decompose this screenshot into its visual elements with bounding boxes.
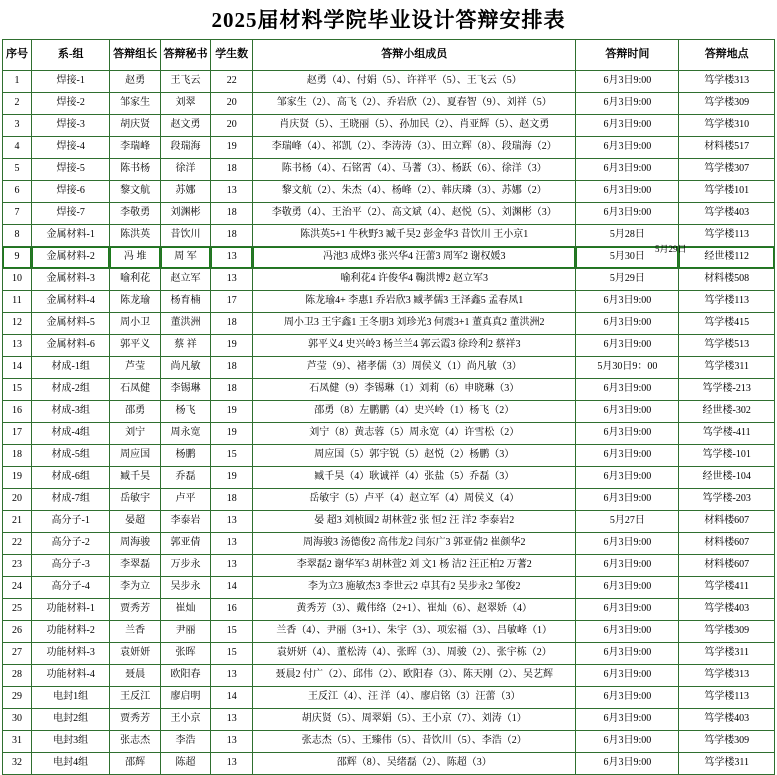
table-row[interactable] [3, 533, 775, 555]
cell-no: 20 [3, 489, 32, 511]
cell-dept: 焊接-2 [31, 93, 109, 115]
cell-leader: 贾秀芳 [110, 599, 160, 621]
cell-leader: 赵勇 [110, 71, 160, 93]
table-row[interactable] [3, 621, 775, 643]
cell-dept: 金属材料-5 [31, 313, 109, 335]
cell-time: 6月3日9:00 [576, 137, 679, 159]
cell-secretary: 杨育楠 [160, 291, 210, 313]
cell-no: 16 [3, 401, 32, 423]
cell-place: 笃学楼309 [679, 621, 775, 643]
cell-members: 岳敏宇（5）卢平（4）赵立军（4）周侯义（4） [253, 489, 576, 511]
cell-no: 6 [3, 181, 32, 203]
cell-time: 5月29日 [576, 269, 679, 291]
cell-place: 笃学楼-411 [679, 423, 775, 445]
cell-secretary: 万步永 [160, 555, 210, 577]
cell-leader: 邹家生 [110, 93, 160, 115]
cell-time: 6月3日9:00 [576, 445, 679, 467]
cell-secretary: 杨飞 [160, 401, 210, 423]
cell-dept: 金属材料-1 [31, 225, 109, 247]
cell-members: 郭平义4 史兴岭3 杨兰兰4 郭云霞3 徐玲利2 蔡祥3 [253, 335, 576, 357]
cell-no: 4 [3, 137, 32, 159]
column-header-leader: 答辩组长 [110, 40, 160, 71]
cell-dept: 金属材料-2 [31, 247, 109, 269]
cell-count: 18 [211, 225, 253, 247]
cell-time: 6月3日9:00 [576, 709, 679, 731]
cell-place: 笃学楼113 [679, 225, 775, 247]
cell-dept: 焊接-3 [31, 115, 109, 137]
cell-leader: 岳敏宇 [110, 489, 160, 511]
cell-dept: 电封4组 [31, 753, 109, 775]
column-header-place: 答辩地点 [679, 40, 775, 71]
cell-secretary: 赵立军 [160, 269, 210, 291]
cell-no: 10 [3, 269, 32, 291]
cell-secretary: 欧阳春 [160, 665, 210, 687]
cell-place: 材料楼607 [679, 533, 775, 555]
cell-place: 笃学楼411 [679, 577, 775, 599]
cell-dept: 电封3组 [31, 731, 109, 753]
cell-members: 聂晨2 付广（2）、邱伟（2）、欧阳春（3）、陈天刚（2）、吴艺辉 [253, 665, 576, 687]
cell-leader: 邵辉 [110, 753, 160, 775]
cell-dept: 高分子-4 [31, 577, 109, 599]
cell-members: 石凤健（9）李锡琳（1）刘莉（6）申晓琳（3） [253, 379, 576, 401]
cell-place: 笃学楼-213 [679, 379, 775, 401]
column-header-dept: 系-组 [31, 40, 109, 71]
defense-schedule-table [2, 39, 775, 775]
cell-secretary: 郭亚倩 [160, 533, 210, 555]
cell-place: 笃学楼310 [679, 115, 775, 137]
cell-secretary: 吴步永 [160, 577, 210, 599]
cell-leader: 芦莹 [110, 357, 160, 379]
cell-leader: 邵勇 [110, 401, 160, 423]
table-row[interactable] [3, 731, 775, 753]
cell-leader: 陈龙瑜 [110, 291, 160, 313]
table-row[interactable] [3, 599, 775, 621]
cell-time: 6月3日9:00 [576, 665, 679, 687]
cell-members: 赵勇（4）、付娟（5）、许祥平（5）、王飞云（5） [253, 71, 576, 93]
table-row[interactable] [3, 643, 775, 665]
cell-no: 24 [3, 577, 32, 599]
cell-leader: 黎文航 [110, 181, 160, 203]
cell-leader: 石凤健 [110, 379, 160, 401]
cell-leader: 郭平义 [110, 335, 160, 357]
cell-time: 6月3日9:00 [576, 555, 679, 577]
cell-no: 15 [3, 379, 32, 401]
cell-count: 13 [211, 753, 253, 775]
cell-leader: 张志杰 [110, 731, 160, 753]
cell-members: 邹家生（2）、高飞（2）、乔岩欣（2）、夏春智（9）、刘祥（5） [253, 93, 576, 115]
cell-no: 3 [3, 115, 32, 137]
cell-count: 18 [211, 313, 253, 335]
cell-members: 黎文航（2）、朱杰（4）、杨峰（2）、韩庆璘（3）、苏娜（2） [253, 181, 576, 203]
cell-no: 19 [3, 467, 32, 489]
cell-count: 13 [211, 247, 253, 269]
cell-dept: 材成-5组 [31, 445, 109, 467]
table-row[interactable] [3, 313, 775, 335]
cell-dept: 焊接-5 [31, 159, 109, 181]
cell-members: 胡庆贤（5）、周翠娟（5）、王小京（7）、刘涛（1） [253, 709, 576, 731]
cell-members: 王反江（4）、汪 洋（4）、廖启铭（3）汪蕾（3） [253, 687, 576, 709]
table-row[interactable] [3, 357, 775, 379]
cell-place: 笃学楼403 [679, 203, 775, 225]
cell-no: 8 [3, 225, 32, 247]
cell-no: 25 [3, 599, 32, 621]
cell-secretary: 董洪洲 [160, 313, 210, 335]
cell-time: 6月3日9:00 [576, 731, 679, 753]
cell-dept: 材成-2组 [31, 379, 109, 401]
cell-dept: 材成-3组 [31, 401, 109, 423]
cell-secretary: 尹丽 [160, 621, 210, 643]
cell-members: 张志杰（5）、王臻伟（5）、昔饮川（5）、李浩（2） [253, 731, 576, 753]
cell-dept: 高分子-1 [31, 511, 109, 533]
table-row[interactable] [3, 159, 775, 181]
cell-count: 13 [211, 665, 253, 687]
cell-members: 芦莹（9）、褚孝儒（3）周侯义（1）尚凡敏（3） [253, 357, 576, 379]
cell-time: 6月3日9:00 [576, 621, 679, 643]
cell-count: 19 [211, 467, 253, 489]
cell-no: 32 [3, 753, 32, 775]
cell-secretary: 陈超 [160, 753, 210, 775]
cell-no: 9 [3, 247, 32, 269]
column-header-secretary: 答辩秘书 [160, 40, 210, 71]
cell-members: 肖庆贤（5）、王晓丽（5）、孙加民（2）、肖亚辉（5）、赵文勇 [253, 115, 576, 137]
cell-members: 周小卫3 王宇鑫1 王冬朋3 刘珍光3 何震3+1 董真真2 董洪洲2 [253, 313, 576, 335]
cell-no: 23 [3, 555, 32, 577]
cell-time: 6月3日9:00 [576, 489, 679, 511]
table-row[interactable] [3, 577, 775, 599]
cell-count: 14 [211, 687, 253, 709]
cell-members: 陈洪英5+1 牛秋野3 臧千昊2 彭金华3 昔饮川 王小京1 [253, 225, 576, 247]
cell-count: 19 [211, 137, 253, 159]
cell-dept: 功能材料-2 [31, 621, 109, 643]
cell-place: 笃学楼313 [679, 71, 775, 93]
cell-members: 李为立3 施敏杰3 李世云2 卓其有2 吴步永2 邹俊2 [253, 577, 576, 599]
cell-no: 13 [3, 335, 32, 357]
cell-place: 笃学楼415 [679, 313, 775, 335]
cell-time: 6月3日9:00 [576, 115, 679, 137]
table-row[interactable] [3, 203, 775, 225]
cell-time: 6月3日9:00 [576, 401, 679, 423]
cell-time: 5月27日 [576, 511, 679, 533]
cell-leader: 臧千昊 [110, 467, 160, 489]
cell-count: 19 [211, 335, 253, 357]
table-row[interactable] [3, 423, 775, 445]
table-body [3, 71, 775, 775]
table-row[interactable] [3, 115, 775, 137]
cell-dept: 金属材料-3 [31, 269, 109, 291]
cell-leader: 刘宁 [110, 423, 160, 445]
cell-dept: 电封1组 [31, 687, 109, 709]
cell-no: 12 [3, 313, 32, 335]
cell-leader: 周小卫 [110, 313, 160, 335]
cell-members: 李翠磊2 谢华军3 胡林萱2 刘 文1 杨 洁2 汪正柏2 万蓍2 [253, 555, 576, 577]
cell-place: 笃学楼307 [679, 159, 775, 181]
cell-leader: 周应国 [110, 445, 160, 467]
cell-secretary: 徐洋 [160, 159, 210, 181]
cell-secretary: 赵文勇 [160, 115, 210, 137]
cell-time: 6月3日9:00 [576, 643, 679, 665]
cell-secretary: 段瑞海 [160, 137, 210, 159]
cell-members: 袁妍妍（4）、董松涛（4）、张晖（3）、周骏（2）、张宇栋（2） [253, 643, 576, 665]
cell-place: 笃学楼311 [679, 643, 775, 665]
table-row[interactable] [3, 401, 775, 423]
date-marker-note: 5月29日 [655, 244, 687, 254]
cell-time: 6月3日9:00 [576, 753, 679, 775]
cell-place: 经世楼112 [679, 247, 775, 269]
cell-no: 17 [3, 423, 32, 445]
cell-secretary: 苏娜 [160, 181, 210, 203]
cell-leader: 喻利花 [110, 269, 160, 291]
cell-time: 6月3日9:00 [576, 203, 679, 225]
cell-time: 5月28日 [576, 225, 679, 247]
cell-members: 陈龙瑜4+ 李惠1 乔岩欣3 臧孝儒3 王泽鑫5 孟春凤1 [253, 291, 576, 313]
cell-place: 笃学楼403 [679, 709, 775, 731]
cell-count: 15 [211, 621, 253, 643]
cell-count: 15 [211, 643, 253, 665]
cell-no: 7 [3, 203, 32, 225]
cell-secretary: 李泰岩 [160, 511, 210, 533]
table-row[interactable] [3, 93, 775, 115]
cell-dept: 材成-6组 [31, 467, 109, 489]
cell-place: 笃学楼101 [679, 181, 775, 203]
table-row[interactable] [3, 291, 775, 313]
column-header-time: 答辩时间 [576, 40, 679, 71]
cell-members: 李瑞峰（4）、祁凯（2）、李涛涛（3）、田立辉（8）、段瑞海（2） [253, 137, 576, 159]
cell-dept: 功能材料-3 [31, 643, 109, 665]
cell-place: 笃学楼313 [679, 665, 775, 687]
page-title: 2025届材料学院毕业设计答辩安排表 [211, 8, 566, 32]
cell-secretary: 蔡 祥 [160, 335, 210, 357]
cell-leader: 李翠磊 [110, 555, 160, 577]
cell-leader: 兰香 [110, 621, 160, 643]
table-row[interactable] [3, 555, 775, 577]
table-row[interactable] [3, 181, 775, 203]
table-row[interactable] [3, 379, 775, 401]
cell-dept: 高分子-2 [31, 533, 109, 555]
cell-count: 13 [211, 709, 253, 731]
table-row[interactable] [3, 467, 775, 489]
cell-dept: 焊接-1 [31, 71, 109, 93]
cell-count: 13 [211, 731, 253, 753]
table-row[interactable] [3, 335, 775, 357]
cell-secretary: 昔饮川 [160, 225, 210, 247]
cell-place: 笃学楼113 [679, 687, 775, 709]
cell-place: 材料楼517 [679, 137, 775, 159]
cell-dept: 材成-4组 [31, 423, 109, 445]
cell-place: 笃学楼311 [679, 357, 775, 379]
cell-count: 18 [211, 489, 253, 511]
cell-secretary: 王小京 [160, 709, 210, 731]
table-header-row [3, 40, 775, 71]
table-row[interactable] [3, 445, 775, 467]
cell-count: 19 [211, 423, 253, 445]
cell-secretary: 刘渊彬 [160, 203, 210, 225]
table-row[interactable] [3, 511, 775, 533]
cell-dept: 功能材料-1 [31, 599, 109, 621]
cell-count: 13 [211, 555, 253, 577]
cell-place: 经世楼-104 [679, 467, 775, 489]
cell-leader: 贾秀芳 [110, 709, 160, 731]
cell-leader: 胡庆贤 [110, 115, 160, 137]
column-header-no: 序号 [3, 40, 32, 71]
cell-secretary: 刘翠 [160, 93, 210, 115]
cell-time: 6月3日9:00 [576, 379, 679, 401]
cell-place: 笃学楼513 [679, 335, 775, 357]
cell-leader: 袁妍妍 [110, 643, 160, 665]
cell-time: 6月3日9:00 [576, 423, 679, 445]
cell-no: 22 [3, 533, 32, 555]
cell-dept: 金属材料-6 [31, 335, 109, 357]
cell-secretary: 卢平 [160, 489, 210, 511]
cell-members: 刘宁（8）黄志蓉（5）周永宽（4）许雪松（2） [253, 423, 576, 445]
cell-count: 22 [211, 71, 253, 93]
cell-count: 16 [211, 599, 253, 621]
cell-dept: 电封2组 [31, 709, 109, 731]
cell-count: 20 [211, 115, 253, 137]
cell-no: 31 [3, 731, 32, 753]
cell-count: 15 [211, 445, 253, 467]
cell-leader: 李敬勇 [110, 203, 160, 225]
cell-members: 臧千昊（4）耿诚祥（4）张盐（5）乔磊（3） [253, 467, 576, 489]
cell-place: 经世楼-302 [679, 401, 775, 423]
cell-time: 6月3日9:00 [576, 159, 679, 181]
cell-count: 18 [211, 357, 253, 379]
cell-time: 5月30日9：00 [576, 357, 679, 379]
cell-no: 2 [3, 93, 32, 115]
column-header-members: 答辩小组成员 [253, 40, 576, 71]
cell-secretary: 李浩 [160, 731, 210, 753]
cell-members: 兰香（4）、尹丽（3+1）、朱宇（3）、项宏福（3）、吕敏峰（1） [253, 621, 576, 643]
cell-members: 邵勇（8）左鹏鹏（4）史兴岭（1）杨飞（2） [253, 401, 576, 423]
cell-time: 6月3日9:00 [576, 181, 679, 203]
cell-secretary: 尚凡敏 [160, 357, 210, 379]
cell-place: 笃学楼309 [679, 93, 775, 115]
cell-members: 李敬勇（4）、王治平（2）、高文斌（4）、赵悦（5）、刘渊彬（3） [253, 203, 576, 225]
cell-no: 21 [3, 511, 32, 533]
cell-count: 17 [211, 291, 253, 313]
cell-leader: 晏超 [110, 511, 160, 533]
cell-count: 19 [211, 401, 253, 423]
cell-place: 笃学楼-203 [679, 489, 775, 511]
cell-dept: 金属材料-4 [31, 291, 109, 313]
cell-members: 周海骏3 汤德俊2 高伟龙2 闫东广3 郭亚倩2 崔颜华2 [253, 533, 576, 555]
table-row[interactable] [3, 753, 775, 775]
cell-leader: 王反江 [110, 687, 160, 709]
cell-place: 材料楼607 [679, 511, 775, 533]
cell-place: 笃学楼309 [679, 731, 775, 753]
cell-members: 冯池3 成烨3 张兴华4 汪蕾3 周军2 谢权媛3 [253, 247, 576, 269]
cell-count: 14 [211, 577, 253, 599]
cell-secretary: 张晖 [160, 643, 210, 665]
cell-members: 邵辉（8）、吴绪磊（2）、陈超（3） [253, 753, 576, 775]
cell-members: 黄秀芳（3）、戴伟络（2+1）、崔灿（6）、赵翠娇（4） [253, 599, 576, 621]
cell-secretary: 乔磊 [160, 467, 210, 489]
cell-time: 6月3日9:00 [576, 313, 679, 335]
cell-count: 18 [211, 203, 253, 225]
cell-count: 13 [211, 181, 253, 203]
cell-members: 周应国（5）郭宇锐（5）赵悦（2）杨鹏（3） [253, 445, 576, 467]
cell-secretary: 李锡琳 [160, 379, 210, 401]
cell-count: 13 [211, 511, 253, 533]
cell-dept: 焊接-6 [31, 181, 109, 203]
cell-no: 27 [3, 643, 32, 665]
cell-members: 晏 超3 刘桢圆2 胡林萱2 张 恒2 汪 洋2 李泰岩2 [253, 511, 576, 533]
cell-count: 18 [211, 379, 253, 401]
cell-dept: 高分子-3 [31, 555, 109, 577]
cell-no: 5 [3, 159, 32, 181]
cell-secretary: 王飞云 [160, 71, 210, 93]
table-row[interactable] [3, 687, 775, 709]
cell-time: 6月3日9:00 [576, 291, 679, 313]
cell-time: 6月3日9:00 [576, 533, 679, 555]
cell-time: 6月3日9:00 [576, 577, 679, 599]
cell-leader: 冯 堆 [110, 247, 160, 269]
table-row[interactable] [3, 137, 775, 159]
cell-count: 13 [211, 533, 253, 555]
table-row[interactable] [3, 489, 775, 511]
cell-dept: 材成-7组 [31, 489, 109, 511]
cell-no: 30 [3, 709, 32, 731]
cell-secretary: 周永宽 [160, 423, 210, 445]
column-header-count: 学生数 [211, 40, 253, 71]
cell-leader: 周海骏 [110, 533, 160, 555]
table-row[interactable] [3, 665, 775, 687]
cell-leader: 陈书杨 [110, 159, 160, 181]
cell-no: 28 [3, 665, 32, 687]
cell-no: 29 [3, 687, 32, 709]
cell-no: 11 [3, 291, 32, 313]
cell-time: 6月3日9:00 [576, 335, 679, 357]
cell-dept: 功能材料-4 [31, 665, 109, 687]
cell-count: 13 [211, 269, 253, 291]
cell-time: 6月3日9:00 [576, 467, 679, 489]
cell-secretary: 周 军 [160, 247, 210, 269]
cell-count: 20 [211, 93, 253, 115]
cell-time: 5月30日 [576, 247, 679, 269]
cell-dept: 焊接-7 [31, 203, 109, 225]
cell-secretary: 廖启明 [160, 687, 210, 709]
table-row[interactable] [3, 71, 775, 93]
table-row[interactable] [3, 709, 775, 731]
cell-place: 笃学楼311 [679, 753, 775, 775]
cell-place: 笃学楼113 [679, 291, 775, 313]
cell-place: 笃学楼403 [679, 599, 775, 621]
cell-leader: 李为立 [110, 577, 160, 599]
cell-members: 喻利花4 许俊华4 鞠洪博2 赵立军3 [253, 269, 576, 291]
cell-time: 6月3日9:00 [576, 599, 679, 621]
cell-secretary: 杨鹏 [160, 445, 210, 467]
cell-no: 26 [3, 621, 32, 643]
cell-secretary: 崔灿 [160, 599, 210, 621]
cell-time: 6月3日9:00 [576, 93, 679, 115]
table-row[interactable] [3, 269, 775, 291]
cell-no: 1 [3, 71, 32, 93]
cell-count: 18 [211, 159, 253, 181]
cell-leader: 李瑞峰 [110, 137, 160, 159]
cell-dept: 焊接-4 [31, 137, 109, 159]
cell-time: 6月3日9:00 [576, 687, 679, 709]
cell-time: 6月3日9:00 [576, 71, 679, 93]
cell-place: 笃学楼-101 [679, 445, 775, 467]
cell-no: 14 [3, 357, 32, 379]
cell-leader: 陈洪英 [110, 225, 160, 247]
cell-place: 材料楼607 [679, 555, 775, 577]
cell-leader: 聂晨 [110, 665, 160, 687]
cell-dept: 材成-1组 [31, 357, 109, 379]
cell-place: 材料楼508 [679, 269, 775, 291]
cell-members: 陈书杨（4）、石铭霄（4）、马蓍（3）、杨跃（6）、徐洋（3） [253, 159, 576, 181]
cell-no: 18 [3, 445, 32, 467]
